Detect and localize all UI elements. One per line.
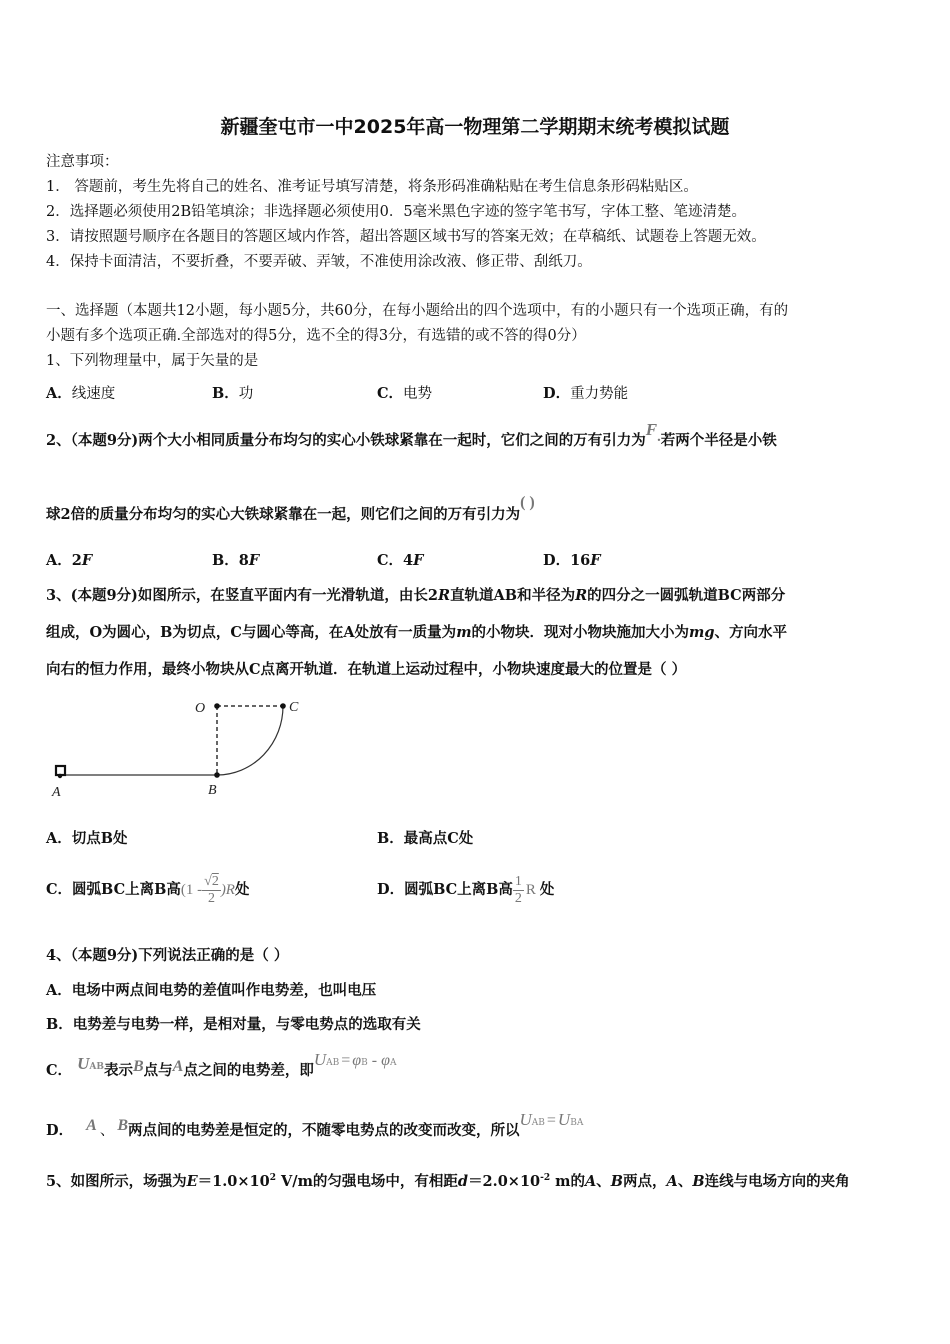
q3-stem-line-2: 组成，O为圆心，B为切点，C与圆心等高，在A处放有一质量为m的小物块．现对小物块施加大小为mg、方向水平 — [46, 624, 788, 641]
q4-stem: 4、（本题9分)下列说法正确的是（ ） — [46, 947, 289, 964]
uab-equals-uba-formula: UAB = UBA — [519, 1110, 584, 1129]
arc-track-bc — [217, 706, 283, 775]
q3-track-figure — [46, 690, 326, 805]
q2-option-d: D．16F — [543, 552, 601, 569]
notice-item-2: 2．选择题必须使用2B铅笔填涂；非选择题必须使用0．5毫米黑色字迹的签字笔书写，字体工整、笔迹清楚。 — [46, 204, 747, 220]
potential-difference-formula: UAB = φB - φA — [313, 1050, 397, 1069]
point-a — [58, 774, 62, 778]
label-b: B — [208, 783, 217, 798]
q2-force-symbol: F — [645, 420, 658, 439]
label-c: C — [289, 700, 299, 715]
q5-stem: 5、如图所示，场强为$E=1.0\times 10^2$ V/m的匀强电场中，有相距$d=2.0\times 10^{-2}$ m的A、B两点，A、B连线与电场方向的夹角 — [46, 1172, 850, 1190]
page-title: 新疆奎屯市一中2025年高一物理第二学期期末统考模拟试题 — [220, 116, 730, 138]
q2-stem-line-2: 球2倍的质量分布均匀的实心大铁球紧靠在一起，则它们之间的万有引力为( ) — [46, 494, 535, 523]
q4-option-d: D． A 、 B两点间的电势差是恒定的，不随零电势点的改变而改变，所以UAB = UBA — [46, 1110, 584, 1139]
q2-option-c: C．4F — [377, 552, 424, 569]
q3-option-d: D．圆弧BC上离B高 $\frac{1}{2}$ R 处 — [377, 873, 555, 906]
q3-option-c: C．圆弧BC上离B高(1 - $\frac{√2}{2}$ )R处 — [46, 873, 250, 906]
q2-option-b: B．8F — [212, 552, 260, 569]
q4-option-b: B．电势差与电势一样，是相对量，与零电势点的选取有关 — [46, 1016, 421, 1033]
notice-item-3: 3．请按照题号顺序在各题目的答题区域内作答，超出答题区域书写的答案无效；在草稿纸、试题卷上答题无效。 — [46, 229, 766, 245]
notice-item-4: 4．保持卡面清洁，不要折叠，不要弄破、弄皱，不准使用涂改液、修正带、刮纸刀。 — [46, 254, 592, 270]
q3-option-a: A．切点B处 — [46, 830, 128, 847]
point-o — [214, 703, 220, 709]
notice-heading: 注意事项： — [46, 154, 119, 170]
section-heading-line-1: 一、选择题（本题共12小题，每小题5分，共60分，在每小题给出的四个选项中，有的小题只有一个选项正确，有的 — [46, 303, 789, 319]
section-heading-line-2: 小题有多个选项正确.全部选对的得5分，选不全的得3分，有选错的或不答的得0分） — [46, 328, 586, 344]
q3-stem-line-3: 向右的恒力作用，最终小物块从C点离开轨道．在轨道上运动过程中，小物块速度最大的位置是（ ） — [46, 661, 687, 678]
q4-option-a: A．电场中两点间电势的差值叫作电势差，也叫电压 — [46, 982, 377, 999]
q1-option-d: D．重力势能 — [543, 385, 629, 402]
point-c — [280, 703, 286, 709]
point-b — [214, 772, 220, 778]
sqrt2-over-2-fraction: $\frac{√2}{2}$ — [204, 873, 219, 906]
block-at-a — [56, 766, 65, 775]
q3-option-b: B．最高点C处 — [377, 830, 474, 847]
q1-option-b: B．功 — [212, 385, 254, 402]
q1-option-a: A．线速度 — [46, 385, 116, 402]
q2-option-a: A．2F — [46, 552, 93, 569]
q1-stem: 1、下列物理量中，属于矢量的是 — [46, 353, 259, 369]
notice-item-1: 1． 答题前，考生先将自己的姓名、准考证号填写清楚，将条形码准确粘贴在考生信息条形码粘贴区。 — [46, 179, 698, 195]
one-half-fraction: $\frac{1}{2}$ — [514, 873, 522, 906]
q2-stem-line-1: 2、（本题9分)两个大小相同质量分布均匀的实心小铁球紧靠在一起时，它们之间的万有引力为F.若两个半径是小铁 — [46, 420, 777, 449]
q3-stem-line-1: 3、(本题9分)如图所示，在竖直平面内有一光滑轨道，由长2R直轨道AB和半径为R的四分之一圆弧轨道BC两部分 — [46, 587, 786, 604]
label-a: A — [52, 785, 61, 800]
q1-option-c: C．电势 — [377, 385, 433, 402]
label-o: O — [195, 701, 206, 716]
q4-option-c: C． $U^{AB}$表示B点与A点之间的电势差，即UAB = φB - φA — [46, 1050, 397, 1079]
